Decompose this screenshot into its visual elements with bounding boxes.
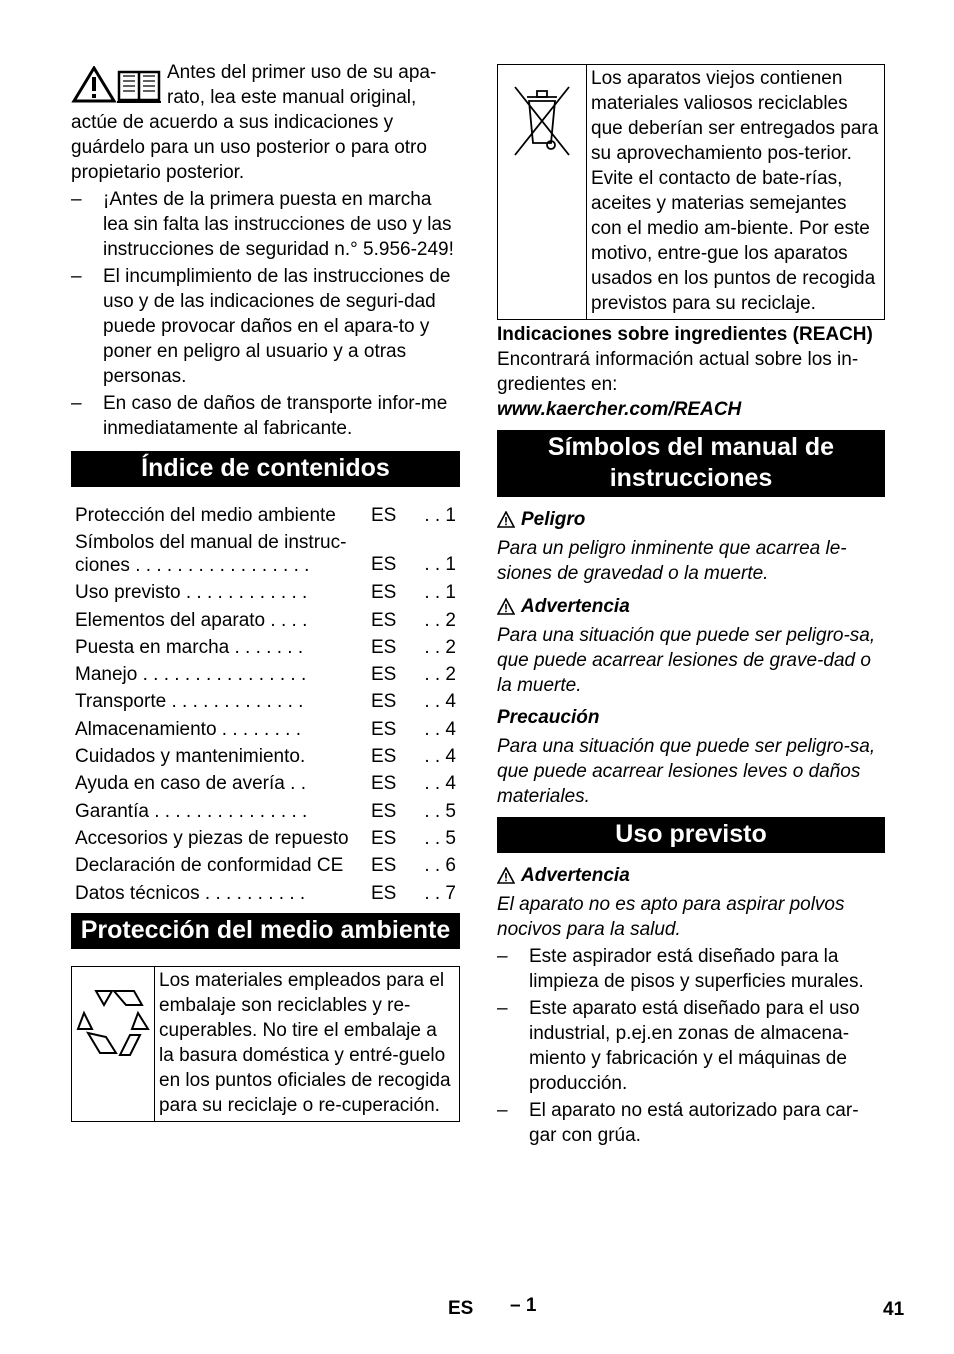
- toc-page: . . 4: [424, 718, 456, 740]
- toc-row[interactable]: [75, 661, 456, 688]
- intro-text-rest: actúe de acuerdo a sus indicaciones y guárdelo para un uso posterior o para otro propietario posterior.: [71, 112, 427, 183]
- toc-page: . . 4: [424, 773, 456, 795]
- toc-lang: ES: [371, 554, 397, 576]
- toc-heading: Índice de contenidos: [71, 451, 460, 487]
- reach-title: Indicaciones sobre ingredientes (REACH): [497, 324, 873, 345]
- toc-title: Protección del medio ambiente: [75, 505, 336, 526]
- bullet-text: En caso de daños de transporte infor-me inmediatamente al fabricante.: [103, 393, 448, 439]
- toc-title: Accesorios y piezas de repuesto: [75, 827, 349, 849]
- warning-manual-icon: [71, 66, 163, 104]
- warning-label: Advertencia: [521, 596, 630, 617]
- recycle-box: [71, 966, 460, 1122]
- toc-title: Manejo . . . . . . . . . . . . . . . .: [75, 664, 307, 686]
- intro-section: [71, 60, 460, 441]
- toc-title: Almacenamiento . . . . . . . .: [75, 718, 301, 740]
- toc-lang: ES: [371, 800, 397, 822]
- footer-lang: ES: [448, 1298, 474, 1319]
- toc-page: . . 2: [424, 664, 456, 686]
- toc-lang: ES: [371, 827, 397, 849]
- toc-page: . . 4: [424, 691, 456, 713]
- caution-text: Para una situación que puede ser peligro-sa, que puede acarrear lesiones leves o daños materiales.: [497, 736, 876, 807]
- use-heading: Uso previsto: [497, 817, 885, 853]
- bullet-text: ¡Antes de la primera puesta en marcha lea sin falta las instrucciones de uso y las instrucciones de seguridad n.° 5.956-249!: [103, 189, 454, 260]
- use-warning-label: Advertencia: [521, 865, 630, 886]
- toc-lang: ES: [371, 773, 397, 795]
- intro-bullet: [71, 187, 460, 262]
- toc-title: Puesta en marcha . . . . . . .: [75, 636, 304, 658]
- dash-mark: –: [71, 266, 82, 287]
- toc-page: . . 5: [424, 800, 456, 822]
- symbols-heading: Símbolos del manual de instrucciones: [497, 430, 885, 497]
- toc-title: Transporte . . . . . . . . . . . . .: [75, 691, 304, 713]
- bullet-text: El incumplimiento de las instrucciones de uso y de las indicaciones de seguri-dad puede provocar daños en el apara-to y poner en peligro al usuario y a otras personas.: [103, 266, 451, 387]
- footer-section-number: – 1: [510, 1295, 537, 1316]
- toc-title: Datos técnicos . . . . . . . . . .: [75, 882, 306, 904]
- intro-bullet: [71, 264, 460, 389]
- toc-title: Declaración de conformidad CE: [75, 855, 344, 877]
- toc-row[interactable]: [75, 770, 456, 797]
- recycle-text: Los materiales empleados para el embalaje son reciclables y re-cuperables. No tire el embalaje a la basura doméstica y entré-guelo en los puntos oficiales de recogida para su reciclaje o re-cuperación.: [155, 966, 460, 1121]
- toc-row[interactable]: [75, 825, 456, 852]
- danger-label: Peligro: [521, 509, 586, 530]
- toc-title: Elementos del aparato . . . .: [75, 609, 308, 631]
- toc-lang: ES: [371, 882, 397, 904]
- reach-link[interactable]: www.kaercher.com/REACH: [497, 399, 742, 420]
- toc-title: Cuidados y mantenimiento.: [75, 746, 306, 768]
- use-bullet: [497, 1098, 885, 1148]
- crossed-bin-icon: [509, 81, 575, 161]
- weee-icon-cell: [498, 65, 587, 320]
- toc-row[interactable]: [75, 798, 456, 825]
- toc-lang: ES: [371, 855, 397, 877]
- bullet-text: Este aparato está diseñado para el uso industrial, p.ej.en zonas de almacena-miento y fabricación y el máquinas de producción.: [529, 998, 860, 1094]
- toc-lang: ES: [371, 691, 397, 713]
- dash-mark: –: [497, 946, 508, 967]
- toc-title: Símbolos del manual de instruc- ciones . . . . . . . . . . . . . . . . .: [75, 532, 347, 577]
- toc-page: . . 6: [424, 855, 456, 877]
- bullet-text: El aparato no está autorizado para car-gar con grúa.: [529, 1100, 859, 1146]
- use-warning-text: El aparato no es apto para aspirar polvos nocivos para la salud.: [497, 894, 845, 940]
- weee-box: [497, 64, 885, 320]
- toc-lang: ES: [371, 746, 397, 768]
- recycle-icon-cell: [72, 966, 155, 1121]
- toc-title: Uso previsto . . . . . . . . . . . .: [75, 582, 308, 604]
- dash-mark: –: [71, 189, 82, 210]
- intro-bullet: [71, 391, 460, 441]
- use-bullet: [497, 944, 885, 994]
- toc-row[interactable]: [75, 688, 456, 715]
- warning-triangle-icon: [497, 511, 515, 528]
- toc-page: . . 1: [424, 554, 456, 576]
- page-number: 41: [883, 1299, 905, 1320]
- toc-page: . . 1: [424, 505, 456, 526]
- toc-row[interactable]: [75, 502, 456, 529]
- toc-row[interactable]: [75, 743, 456, 770]
- toc-row[interactable]: [75, 579, 456, 606]
- warning-text: Para una situación que puede ser peligro-sa, que puede acarrear lesiones de grave-dad o la muerte.: [497, 625, 876, 696]
- caution-label: Precaución: [497, 707, 600, 728]
- toc-lang: ES: [371, 664, 397, 686]
- toc-lang: ES: [371, 718, 397, 740]
- toc-page: . . 2: [424, 636, 456, 658]
- warning-triangle-icon: [497, 867, 515, 884]
- warning-triangle-icon: [497, 598, 515, 615]
- toc-row[interactable]: [75, 607, 456, 634]
- dash-mark: –: [71, 393, 82, 414]
- warning-label-row: [497, 594, 885, 619]
- weee-text: Los aparatos viejos contienen materiales valiosos reciclables que deberían ser entregados para su aprovechamiento pos-terior. Evite el contacto de bate-rías, aceites y materias semejantes con el medio am-biente. Por este motivo, entre-gue los aparatos usados en los puntos de recogida previstos para su reciclaje.: [587, 65, 885, 320]
- toc-lang: ES: [371, 636, 397, 658]
- toc-lang: ES: [371, 582, 397, 604]
- toc-page: . . 2: [424, 609, 456, 631]
- toc-row[interactable]: [75, 529, 456, 579]
- toc-page: . . 7: [424, 882, 456, 904]
- toc-lang: ES: [371, 505, 397, 526]
- danger-text: Para un peligro inminente que acarrea le-siones de gravedad o la muerte.: [497, 538, 847, 584]
- bullet-text: Este aspirador está diseñado para la limpieza de pisos y superficies murales.: [529, 946, 864, 992]
- toc-lang: ES: [371, 609, 397, 631]
- right-column: [497, 64, 885, 1148]
- recycle-icon: [74, 983, 152, 1063]
- danger-label-row: [497, 507, 885, 532]
- toc-title: Ayuda en caso de avería . .: [75, 773, 306, 795]
- reach-text: Encontrará información actual sobre los in-gredientes en:: [497, 349, 859, 395]
- left-column: [71, 60, 460, 1122]
- dash-mark: –: [497, 998, 508, 1019]
- use-warning-row: [497, 863, 885, 888]
- intro-text-line2: rato, lea este manual original,: [167, 87, 417, 108]
- toc-row[interactable]: [75, 880, 456, 907]
- toc-row[interactable]: [75, 634, 456, 661]
- toc-row[interactable]: [75, 716, 456, 743]
- use-bullet: [497, 996, 885, 1096]
- toc-row[interactable]: [75, 852, 456, 879]
- intro-text-line1: Antes del primer uso de su apa-: [167, 62, 437, 83]
- toc-page: . . 5: [424, 827, 456, 849]
- dash-mark: –: [497, 1100, 508, 1121]
- toc-page: . . 4: [424, 746, 456, 768]
- toc-title: Garantía . . . . . . . . . . . . . . .: [75, 800, 308, 822]
- table-of-contents: [71, 502, 460, 907]
- environment-heading: Protección del medio ambiente: [71, 913, 460, 949]
- toc-page: . . 1: [424, 582, 456, 604]
